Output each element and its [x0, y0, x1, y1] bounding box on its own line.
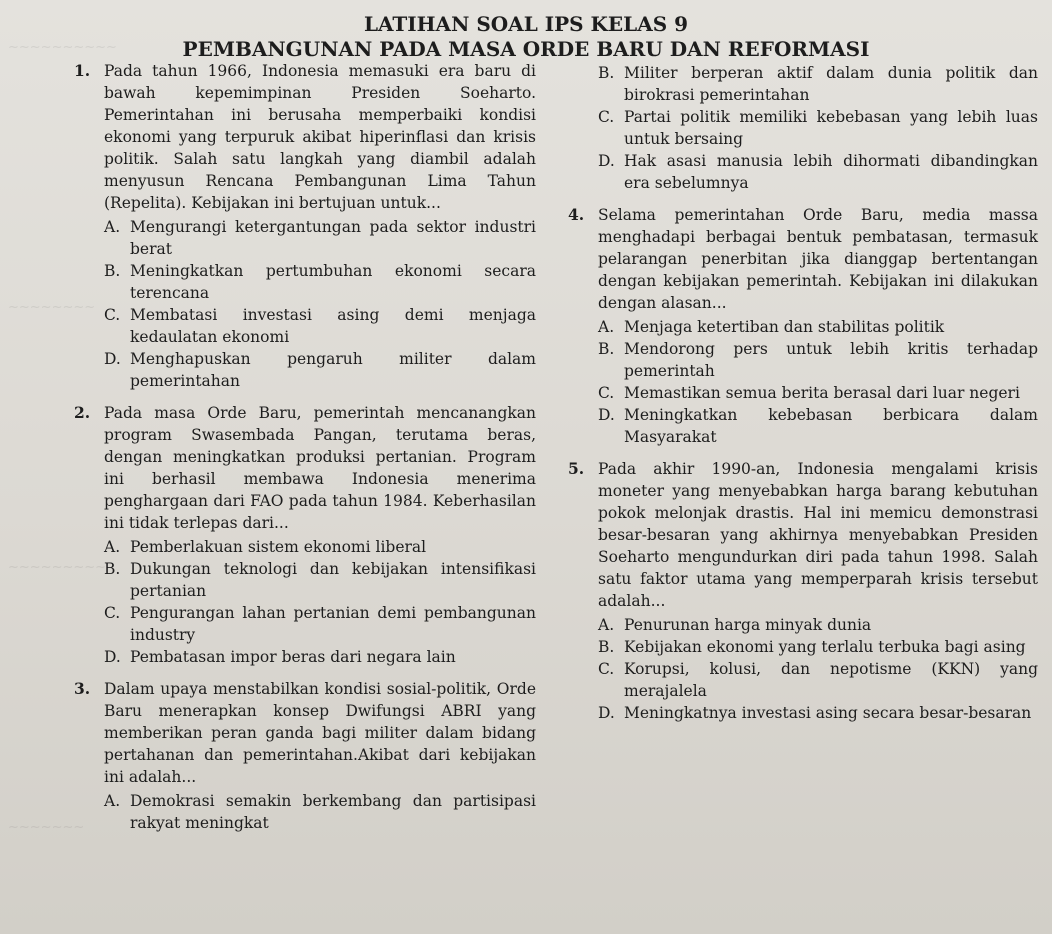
option-text: Pembatasan impor beras dari negara lain — [130, 648, 456, 666]
option-letter: D. — [104, 350, 121, 368]
option-d[interactable] — [104, 646, 536, 668]
option-text: Hak asasi manusia lebih dihormati dibandingkan era sebelumnya — [624, 152, 1038, 192]
option-letter: C. — [598, 384, 615, 402]
option-a[interactable] — [104, 216, 536, 260]
option-letter: B. — [104, 262, 121, 280]
answer-options — [104, 216, 536, 392]
question-number: 4. — [568, 205, 585, 224]
question-text: Dalam upaya menstabilkan kondisi sosial-politik, Orde Baru menerapkan konsep Dwifungsi ABRI yang memberikan peran ganda bagi militer dalam bidang pertahanan dan pemerintahan.Akibat dari kebijakan ini adalah... — [104, 680, 536, 786]
answer-options — [104, 536, 536, 668]
option-c[interactable] — [598, 382, 1038, 404]
option-a[interactable] — [598, 614, 1038, 636]
answer-options — [598, 316, 1038, 448]
answer-options — [104, 790, 536, 834]
option-b[interactable] — [598, 62, 1038, 106]
question-4 — [568, 204, 1038, 448]
option-c[interactable] — [104, 602, 536, 646]
option-letter: A. — [598, 318, 615, 336]
option-letter: C. — [104, 306, 121, 324]
option-a[interactable] — [598, 316, 1038, 338]
option-letter: B. — [104, 560, 121, 578]
worksheet-title: LATIHAN SOAL IPS KELAS 9 — [363, 12, 689, 36]
question-3 — [74, 678, 536, 834]
option-letter: A. — [104, 792, 121, 810]
option-text: Mendorong pers untuk lebih kritis terhadap pemerintah — [624, 340, 1038, 380]
option-b[interactable] — [104, 558, 536, 602]
bleed-through-text: ~~~~~~~ — [8, 820, 85, 835]
option-letter: D. — [104, 648, 121, 666]
option-c[interactable] — [598, 658, 1038, 702]
option-text: Memastikan semua berita berasal dari luar negeri — [624, 384, 1020, 402]
option-text: Menghapuskan pengaruh militer dalam pemerintahan — [130, 350, 536, 390]
left-column — [74, 60, 536, 844]
question-text: Pada masa Orde Baru, pemerintah mencanangkan program Swasembada Pangan, terutama beras, dengan meningkatkan produksi pertanian. Program ini berhasil membawa Indonesia menerima penghargaan dari FAO pada tahun 1984. Keberhasilan ini tidak terlepas dari... — [104, 404, 536, 532]
option-d[interactable] — [598, 150, 1038, 194]
option-text: Membatasi investasi asing demi menjaga kedaulatan ekonomi — [130, 306, 536, 346]
option-a[interactable] — [104, 790, 536, 834]
option-text: Kebijakan ekonomi yang terlalu terbuka bagi asing — [624, 638, 1026, 656]
option-letter: C. — [598, 660, 615, 678]
bleed-through-text: ~~~~~~~~ — [8, 300, 96, 315]
option-letter: B. — [598, 64, 615, 82]
option-letter: A. — [598, 616, 615, 634]
option-d[interactable] — [598, 404, 1038, 448]
option-letter: A. — [104, 538, 121, 556]
answer-options — [598, 62, 1038, 194]
option-letter: D. — [598, 406, 615, 424]
option-letter: A. — [104, 218, 121, 236]
option-text: Partai politik memiliki kebebasan yang lebih luas untuk bersaing — [624, 108, 1038, 148]
option-text: Meningkatkan pertumbuhan ekonomi secara terencana — [130, 262, 536, 302]
question-text: Pada akhir 1990-an, Indonesia mengalami krisis moneter yang menyebabkan harga barang kebutuhan pokok melonjak drastis. Hal ini memicu demonstrasi besar-besaran yang akhirnya menyebabkan Presiden Soeharto mengundurkan diri pada tahun 1998. Salah satu faktor utama yang memperparah krisis tersebut adalah... — [598, 460, 1038, 610]
option-text: Korupsi, kolusi, dan nepotisme (KKN) yang merajalela — [624, 660, 1038, 700]
option-text: Mengurangi ketergantungan pada sektor industri berat — [130, 218, 536, 258]
option-b[interactable] — [104, 260, 536, 304]
option-letter: D. — [598, 152, 615, 170]
option-letter: B. — [598, 638, 615, 656]
option-letter: C. — [598, 108, 615, 126]
question-number: 1. — [74, 61, 91, 80]
option-text: Dukungan teknologi dan kebijakan intensifikasi pertanian — [130, 560, 536, 600]
question-number: 2. — [74, 403, 91, 422]
answer-options — [598, 614, 1038, 724]
option-text: Penurunan harga minyak dunia — [624, 616, 872, 634]
option-d[interactable] — [598, 702, 1038, 724]
option-text: Militer berperan aktif dalam dunia politik dan birokrasi pemerintahan — [624, 64, 1038, 104]
option-text: Demokrasi semakin berkembang dan partisipasi rakyat meningkat — [130, 792, 536, 832]
option-a[interactable] — [104, 536, 536, 558]
option-b[interactable] — [598, 636, 1038, 658]
question-3-continued — [568, 62, 1038, 194]
question-number: 5. — [568, 459, 585, 478]
option-letter: D. — [598, 704, 615, 722]
option-text: Pemberlakuan sistem ekonomi liberal — [130, 538, 427, 556]
worksheet-subtitle: PEMBANGUNAN PADA MASA ORDE BARU DAN REFORMASI — [182, 37, 870, 61]
question-1 — [74, 60, 536, 392]
option-b[interactable] — [598, 338, 1038, 382]
question-2 — [74, 402, 536, 668]
option-d[interactable] — [104, 348, 536, 392]
option-text: Meningkatnya investasi asing secara besar-besaran — [624, 704, 1032, 722]
option-text: Meningkatkan kebebasan berbicara dalam Masyarakat — [624, 406, 1038, 446]
bleed-through-text: ~~~~~~~~~~ — [8, 40, 117, 55]
option-letter: B. — [598, 340, 615, 358]
question-number: 3. — [74, 679, 91, 698]
question-text: Selama pemerintahan Orde Baru, media massa menghadapi berbagai bentuk pembatasan, termasuk pelarangan penerbitan jika dianggap bertentangan dengan kebijakan pemerintah. Kebijakan ini dilakukan dengan alasan... — [598, 206, 1038, 312]
option-text: Pengurangan lahan pertanian demi pembangunan industry — [130, 604, 536, 644]
option-c[interactable] — [104, 304, 536, 348]
option-text: Menjaga ketertiban dan stabilitas politik — [624, 318, 945, 336]
question-text: Pada tahun 1966, Indonesia memasuki era baru di bawah kepemimpinan Presiden Soeharto. Pemerintahan ini berusaha memperbaiki kondisi ekonomi yang terpuruk akibat hiperinflasi dan krisis politik. Salah satu langkah yang diambil adalah menyusun Rencana Pembangunan Lima Tahun (Repelita). Kebijakan ini bertujuan untuk... — [104, 62, 536, 212]
option-c[interactable] — [598, 106, 1038, 150]
bleed-through-text: ~~~~~~~~~ — [8, 560, 107, 575]
option-letter: C. — [104, 604, 121, 622]
question-5 — [568, 458, 1038, 724]
right-column — [568, 60, 1038, 734]
